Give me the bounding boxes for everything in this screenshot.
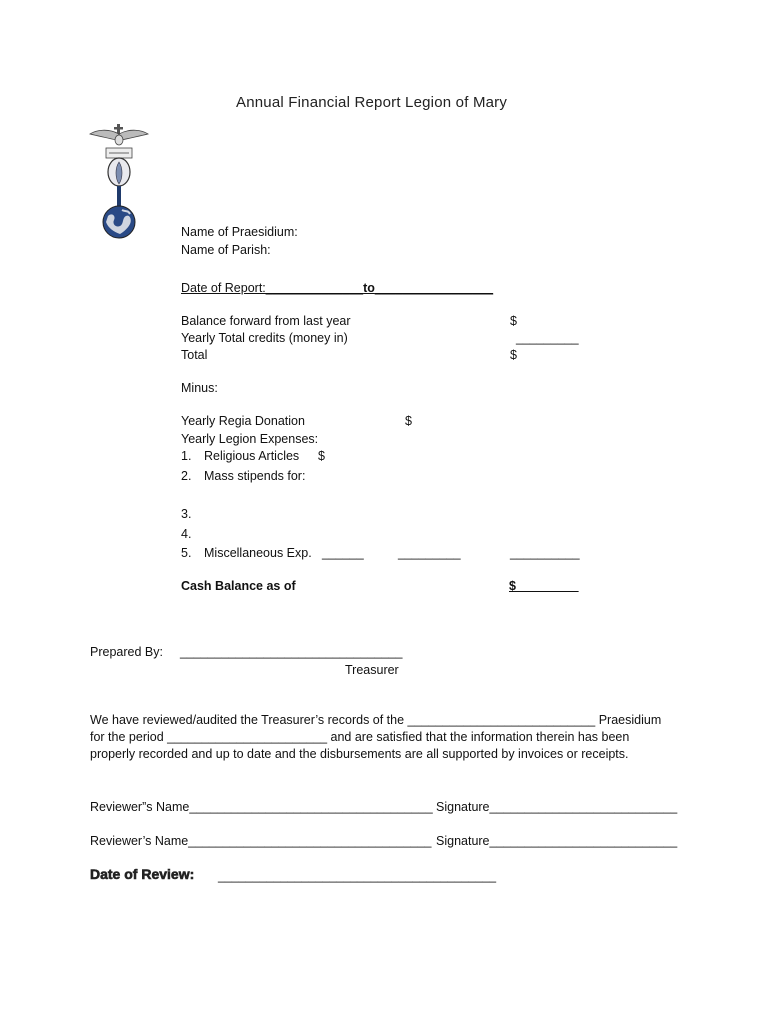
date-of-report-to: to (363, 281, 375, 295)
expense-5-blank-1: ______ (322, 546, 364, 560)
date-of-report-label: Date of Report:______________ (181, 281, 364, 295)
yearly-credits-blank: _________ (516, 331, 579, 345)
prepared-by-line: ________________________________ (180, 645, 403, 659)
expense-5-num: 5. (181, 546, 192, 560)
expense-2-num: 2. (181, 469, 192, 483)
parish-label: Name of Parish: (181, 243, 271, 257)
legion-of-mary-vexillum-icon (86, 124, 152, 240)
expense-4-num: 4. (181, 527, 192, 541)
regia-currency: $ (405, 414, 412, 428)
reviewer-1-signature: Signature___________________________ (436, 800, 678, 814)
expense-5-blank-3: __________ (510, 546, 580, 560)
total-label: Total (181, 348, 208, 362)
legion-expenses-label: Yearly Legion Expenses: (181, 432, 319, 446)
page-title: Annual Financial Report Legion of Mary (236, 94, 508, 111)
expense-5-label: Miscellaneous Exp. (204, 546, 312, 560)
date-of-report-tail: _________________ (374, 281, 494, 295)
expense-5-blank-2: _________ (398, 546, 461, 560)
reviewer-2-signature: Signature___________________________ (436, 834, 678, 848)
expense-3-num: 3. (181, 507, 192, 521)
treasurer-label: Treasurer (345, 663, 399, 677)
prepared-by-label: Prepared By: (90, 645, 163, 659)
review-paragraph-line-2: for the period _______________________ and are satisfied that the information therein has been (90, 730, 630, 744)
total-currency: $ (510, 348, 517, 362)
review-paragraph-line-1: We have reviewed/audited the Treasurer’s records of the ___________________________ Praesidium (90, 713, 662, 727)
reviewer-2-name: Reviewer’s Name___________________________________ (90, 834, 432, 848)
reviewer-1-name: Reviewer”s Name___________________________________ (90, 800, 433, 814)
cash-balance-label: Cash Balance as of (181, 579, 296, 593)
regia-label: Yearly Regia Donation (181, 414, 305, 428)
cash-balance-value: $_________ (509, 579, 579, 593)
expense-1-num: 1. (181, 449, 192, 463)
balance-forward-label: Balance forward from last year (181, 314, 351, 328)
date-of-report (181, 280, 493, 296)
yearly-credits-label: Yearly Total credits (money in) (181, 331, 348, 345)
praesidium-label: Name of Praesidium: (181, 225, 298, 239)
balance-forward-currency: $ (510, 314, 517, 328)
expense-1-currency: $ (318, 449, 325, 463)
minus-label: Minus: (181, 381, 218, 395)
expense-2-label: Mass stipends for: (204, 469, 306, 483)
expense-1-label: Religious Articles (204, 449, 300, 463)
date-of-review-line: ________________________________________ (218, 869, 497, 883)
date-of-review-label: Date of Review: (90, 866, 195, 882)
review-paragraph-line-3: properly recorded and up to date and the disbursements are all supported by invoices or receipts. (90, 747, 629, 761)
